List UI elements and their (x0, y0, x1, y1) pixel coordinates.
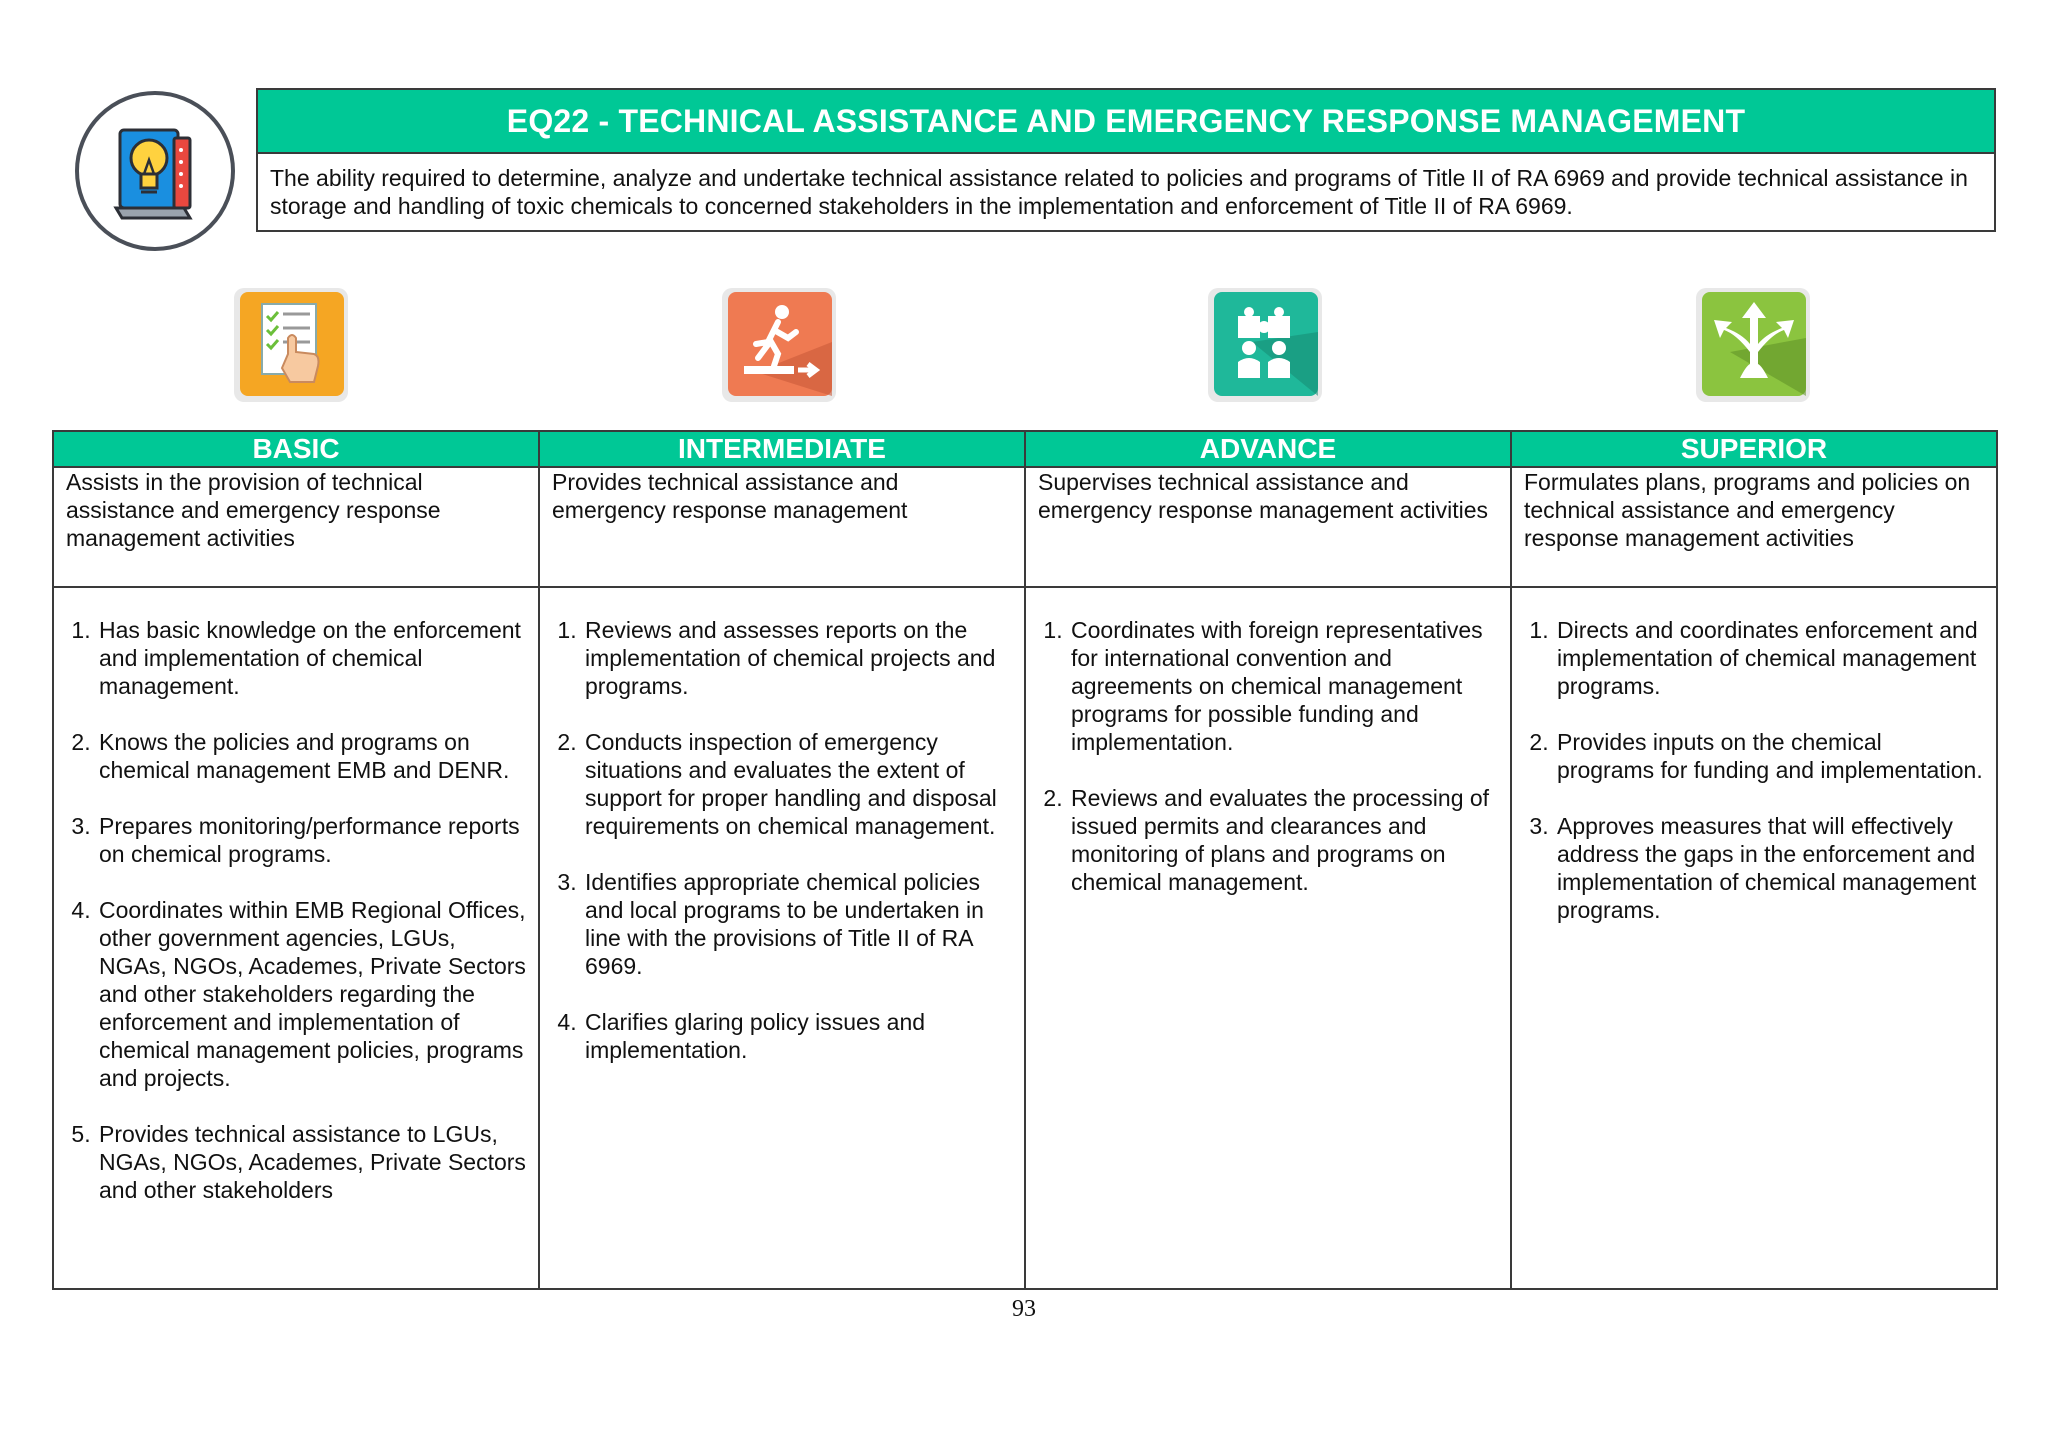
levels-header-row (53, 431, 1997, 467)
list-item: 2. Reviews and evaluates the processing of issued permits and clearances and monitoring of plans and programs on chemical management. (1069, 784, 1498, 896)
list-item: 2. Conducts inspection of emergency situations and evaluates the extent of support for proper handling and disposal requirements on chemical management. (583, 728, 1012, 840)
lightbulb-book-icon (72, 88, 238, 254)
indicator-list (1524, 616, 1984, 924)
indicator-list (552, 616, 1012, 1064)
detail-superior (1511, 587, 1997, 1289)
list-item: 4. Clarifies glaring policy issues and implementation. (583, 1008, 1012, 1064)
level-header-superior: SUPERIOR (1511, 431, 1997, 467)
person-climbing-stairs-icon (716, 282, 842, 408)
level-header-advance: ADVANCE (1025, 431, 1511, 467)
competency-header (256, 88, 1996, 232)
checklist-hand-icon (228, 282, 354, 408)
list-item: 1. Has basic knowledge on the enforcement and implementation of chemical management. (97, 616, 526, 700)
list-item: 3. Identifies appropriate chemical policies and local programs to be undertaken in line with the provisions of Title II of RA 6969. (583, 868, 1012, 980)
level-header-intermediate: INTERMEDIATE (539, 431, 1025, 467)
directions-arrows-icon (1690, 282, 1816, 408)
list-item: 1. Coordinates with foreign representatives for international convention and agreements on chemical management programs for possible funding and implementation. (1069, 616, 1498, 756)
summary-intermediate: Provides technical assistance and emergency response management (539, 467, 1025, 587)
list-item: 1. Directs and coordinates enforcement and implementation of chemical management programs. (1555, 616, 1984, 700)
levels-detail-row (53, 587, 1997, 1289)
detail-basic (53, 587, 539, 1289)
competency-description: The ability required to determine, analyze and undertake technical assistance related to policies and programs of Title II of RA 6969 and provide technical assistance in storage and handling of toxic chemicals to concerned stakeholders in the implementation and enforcement of Title II of RA 6969. (270, 165, 1968, 219)
summary-advance: Supervises technical assistance and emergency response management activities (1025, 467, 1511, 587)
indicator-list (66, 616, 526, 1204)
proficiency-levels-table (52, 430, 1998, 1290)
summary-superior: Formulates plans, programs and policies on technical assistance and emergency response management activities (1511, 467, 1997, 587)
detail-intermediate (539, 587, 1025, 1289)
competency-title: EQ22 - TECHNICAL ASSISTANCE AND EMERGENCY RESPONSE MANAGEMENT (258, 90, 1994, 154)
list-item: 5. Provides technical assistance to LGUs, NGAs, NGOs, Academes, Private Sectors and other stakeholders (97, 1120, 526, 1204)
list-item: 3. Approves measures that will effectively address the gaps in the enforcement and implementation of chemical management programs. (1555, 812, 1984, 924)
puzzle-people-icon (1202, 282, 1328, 408)
summary-basic: Assists in the provision of technical assistance and emergency response management activities (53, 467, 539, 587)
detail-advance (1025, 587, 1511, 1289)
list-item: 3. Prepares monitoring/performance reports on chemical programs. (97, 812, 526, 868)
list-item: 2. Provides inputs on the chemical programs for funding and implementation. (1555, 728, 1984, 784)
list-item: 4. Coordinates within EMB Regional Offices, other government agencies, LGUs, NGAs, NGOs, Academes, Private Sectors and other stakeholders regarding the enforcement and implementation of chemical management policies, programs and projects. (97, 896, 526, 1092)
level-header-basic: BASIC (53, 431, 539, 467)
indicator-list (1038, 616, 1498, 896)
page-number: 93 (1012, 1296, 1036, 1322)
levels-summary-row (53, 467, 1997, 587)
list-item: 1. Reviews and assesses reports on the implementation of chemical projects and programs. (583, 616, 1012, 700)
list-item: 2. Knows the policies and programs on chemical management EMB and DENR. (97, 728, 526, 784)
